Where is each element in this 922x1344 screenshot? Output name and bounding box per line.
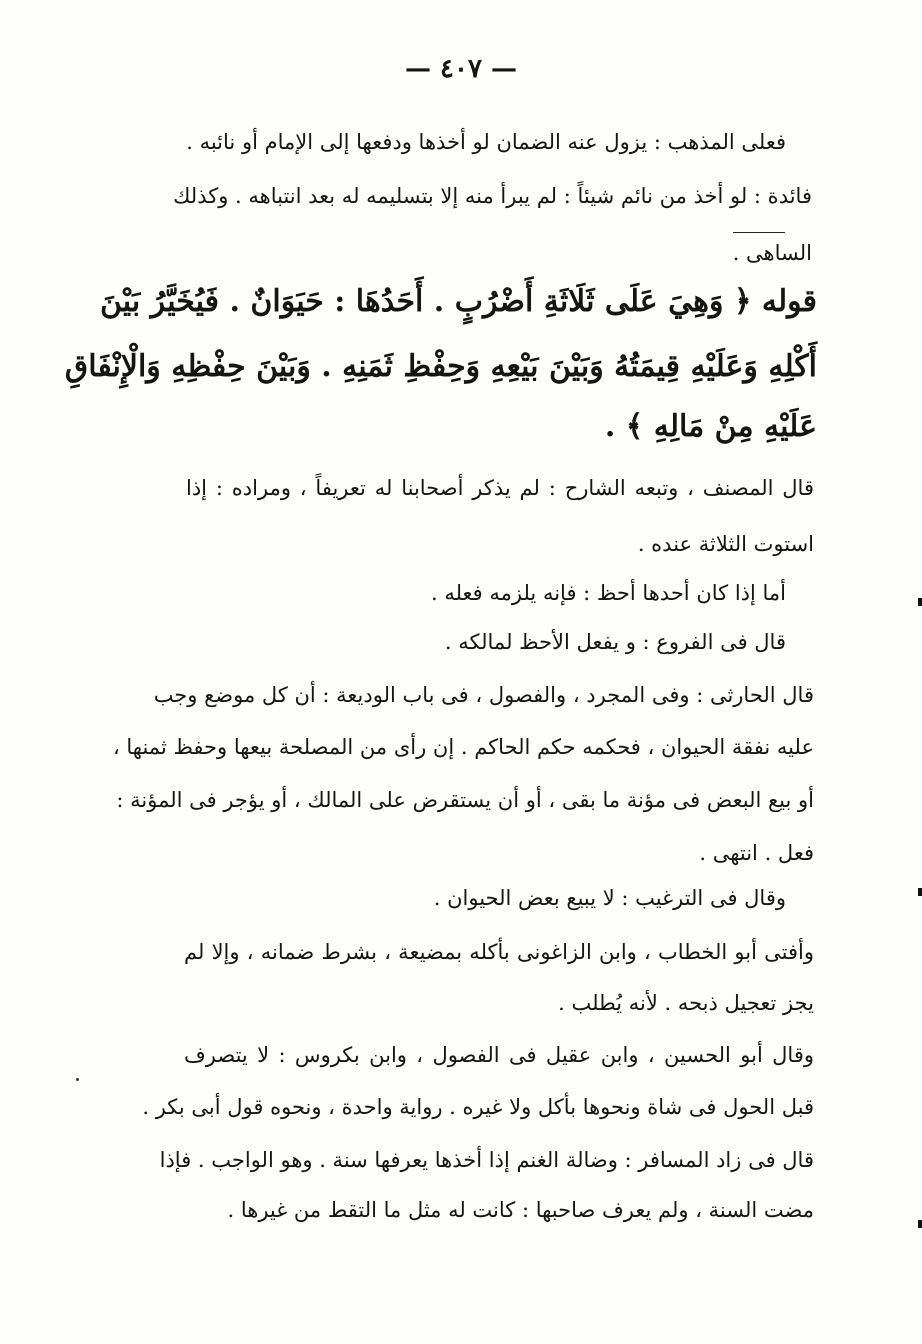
margin-mark-3 [918, 1220, 922, 1228]
scan-speck [76, 1078, 79, 1081]
text-line-13: وأفتى أبو الخطاب ، وابن الزاغونى بأكله بمضيعة ، بشرط ضمانه ، وإلا لم [184, 940, 814, 964]
matn-line-1: قوله ﴿ وَهِيَ عَلَى ثَلَاثَةِ أَضْرُبٍ . أَحَدُهَا : حَيَوَانٌ . فَيُخَيَّرُ بَيْنَ [99, 284, 817, 319]
text-line-2: فائدة : لو أخذ من نائم شيئاً : لم يبرأ منه إلا بتسليمه له بعد انتباهه . وكذلك [173, 184, 812, 208]
text-line-1: فعلى المذهب : يزول عنه الضمان لو أخذها ودفعها إلى الإمام أو نائبه . [186, 130, 786, 154]
text-line-14: يجز تعجيل ذبحه . لأنه يُطلب . [558, 991, 814, 1015]
matn-line-2: أَكْلِهِ وَعَلَيْهِ قِيمَتُهُ وَبَيْنَ بَيْعِهِ وَحِفْظِ ثَمَنِهِ . وَبَيْنَ حِفْظِهِ وَالْإِنْفَاقِ [64, 349, 817, 384]
text-line-5: استوت الثلاثة عنده . [637, 532, 814, 556]
text-line-10: أو بيع البعض فى مؤنة ما بقى ، أو أن يستقرض على المالك ، أو يؤجر فى المؤنة : [116, 788, 814, 812]
text-line-17: قال فى زاد المسافر : وضالة الغنم إذا أخذها يعرفها سنة . وهو الواجب . فإذا [159, 1148, 814, 1172]
text-line-9: عليه نفقة الحيوان ، فحكمه حكم الحاكم . إن رأى من المصلحة بيعها وحفظ ثمنها ، [112, 735, 814, 759]
page-number: — ٤٠٧ — [404, 54, 518, 84]
text-line-3: الساهى . [732, 241, 812, 265]
text-line-12: وقال فى الترغيب : لا يبيع بعض الحيوان . [433, 886, 786, 910]
text-line-8: قال الحارثى : وفى المجرد ، والفصول ، فى باب الوديعة : أن كل موضع وجب [153, 683, 814, 707]
text-line-18: مضت السنة ، ولم يعرف صاحبها : كانت له مثل ما التقط من غيرها . [227, 1198, 814, 1222]
underline-rule [733, 232, 785, 233]
text-line-15: وقال أبو الحسين ، وابن عقيل فى الفصول ، وابن بكروس : لا يتصرف [184, 1043, 814, 1067]
text-line-6: أما إذا كان أحدها أحظ : فإنه يلزمه فعله . [430, 581, 786, 605]
text-line-7: قال فى الفروع : و يفعل الأحظ لمالكه . [444, 630, 786, 654]
matn-line-3: عَلَيْهِ مِنْ مَالِهِ ﴾ . [604, 409, 817, 444]
text-line-16: قبل الحول فى شاة ونحوها بأكل ولا غيره . رواية واحدة ، ونحوه قول أبى بكر . [142, 1095, 814, 1119]
margin-mark-1 [918, 598, 922, 606]
text-line-11: فعل . انتهى . [699, 841, 814, 865]
margin-mark-2 [918, 888, 922, 896]
text-line-4: قال المصنف ، وتبعه الشارح : لم يذكر أصحابنا له تعريفاً ، ومراده : إذا [186, 476, 814, 500]
